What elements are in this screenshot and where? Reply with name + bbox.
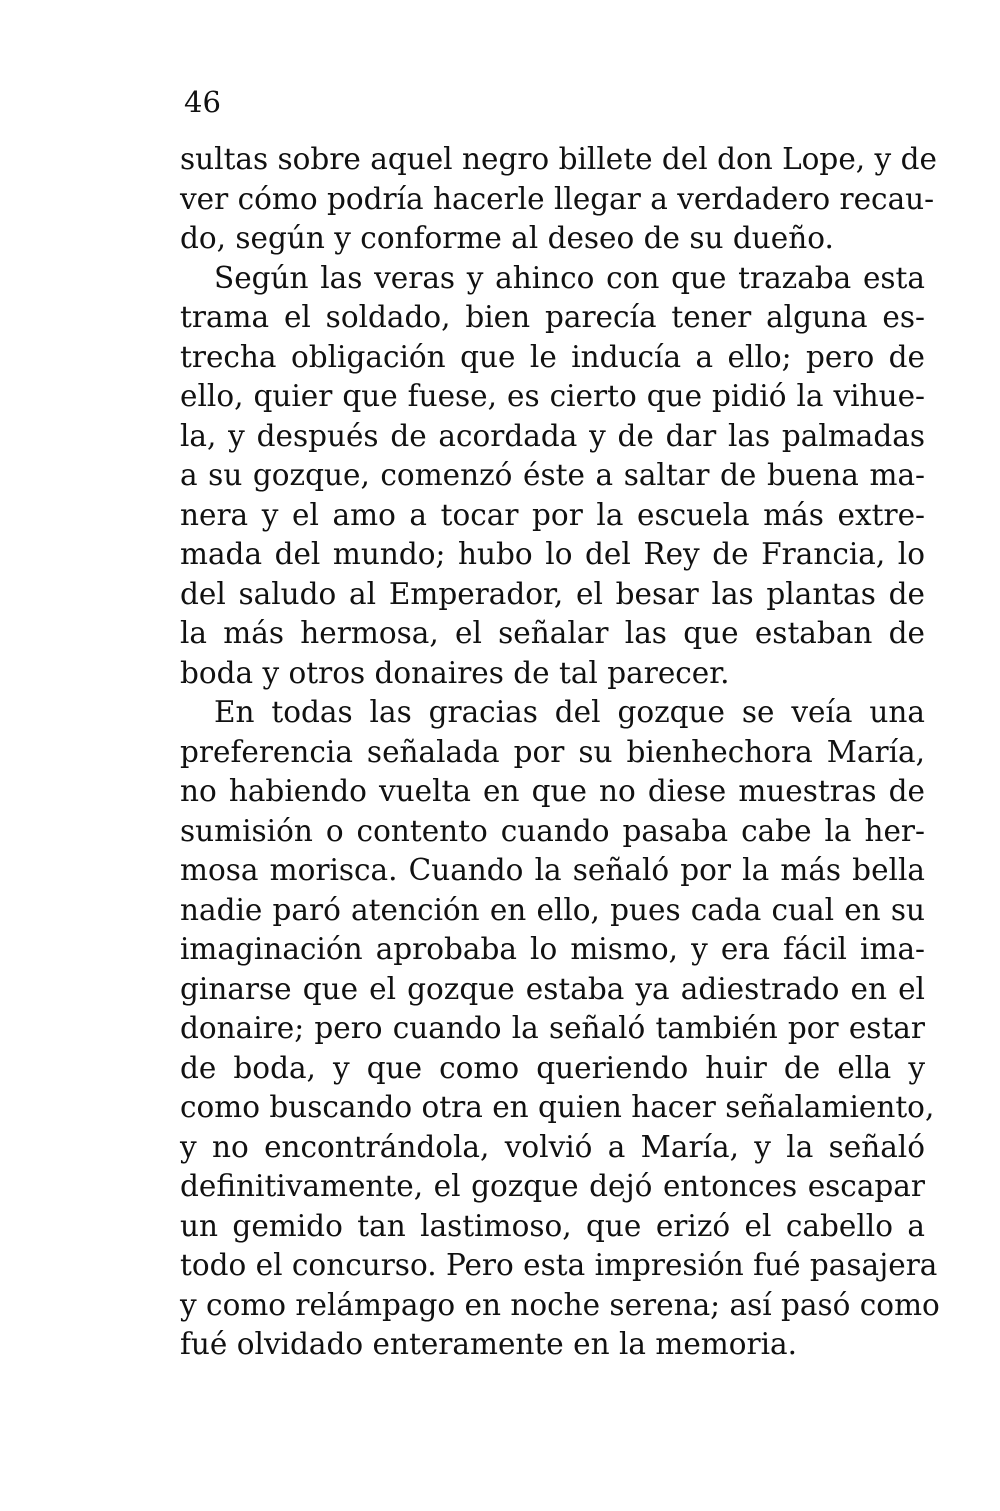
text-line: sultas sobre aquel negro billete del don Lope, y de xyxy=(180,142,937,176)
text-line: nadie paró atención en ello, pues cada cual en su xyxy=(180,892,925,927)
text-line: la, y después de acordada y de dar las palmadas xyxy=(180,418,925,453)
text-line: ver cómo podría hacerle llegar a verdadero recau- xyxy=(180,181,935,216)
text-line: Según las veras y ahinco con que trazaba esta xyxy=(214,260,925,295)
text-line: nera y el amo a tocar por la escuela más extre- xyxy=(180,497,925,532)
text-line: definitivamente, el gozque dejó entonces escapar xyxy=(180,1169,925,1203)
text-line: mosa morisca. Cuando la señaló por la más bella xyxy=(180,853,925,887)
text-line: ginarse que el gozque estaba ya adiestrado en el xyxy=(180,971,925,1006)
text-line: como buscando otra en quien hacer señalamiento, xyxy=(180,1090,935,1124)
text-line: ello, quier que fuese, es cierto que pidió la vihue- xyxy=(180,379,925,413)
text-line: imaginación aprobaba lo mismo, y era fácil ima- xyxy=(180,932,925,966)
text-line: y no encontrándola, volvió a María, y la señaló xyxy=(180,1129,925,1164)
text-line: la más hermosa, el señalar las que estaban de xyxy=(180,616,925,650)
text-line: a su gozque, comenzó éste a saltar de buena ma- xyxy=(180,458,925,492)
page-number: 46 xyxy=(184,85,221,119)
text-line: un gemido tan lastimoso, que erizó el cabello a xyxy=(180,1208,925,1243)
text-line: mada del mundo; hubo lo del Rey de Francia, lo xyxy=(180,537,925,571)
paragraph-1 xyxy=(180,140,937,259)
paragraph-2 xyxy=(180,259,925,694)
text-line: preferencia señalada por su bienhechora María, xyxy=(180,734,925,769)
text-line: trama el soldado, bien parecía tener alguna es- xyxy=(180,300,925,334)
text-line: y como relámpago en noche serena; así pasó como xyxy=(180,1287,940,1322)
text-line: trecha obligación que le inducía a ello; pero de xyxy=(180,339,925,374)
text-line: todo el concurso. Pero esta impresión fué pasajera xyxy=(180,1248,938,1282)
text-line: sumisión o contento cuando pasaba cabe la her- xyxy=(180,813,925,848)
text-line: de boda, y que como queriendo huir de ella y xyxy=(180,1050,925,1085)
text-line: En todas las gracias del gozque se veía una xyxy=(214,695,925,729)
text-line: do, según y conforme al deseo de su dueño. xyxy=(180,221,834,255)
body-text xyxy=(180,140,940,1365)
text-line: del saludo al Emperador, el besar las plantas de xyxy=(180,576,925,611)
text-line: fué olvidado enteramente en la memoria. xyxy=(180,1327,798,1361)
text-line: donaire; pero cuando la señaló también por estar xyxy=(180,1011,925,1045)
paragraph-3 xyxy=(180,693,940,1365)
text-line: no habiendo vuelta en que no diese muestras de xyxy=(180,774,925,808)
text-line: boda y otros donaires de tal parecer. xyxy=(180,655,730,690)
